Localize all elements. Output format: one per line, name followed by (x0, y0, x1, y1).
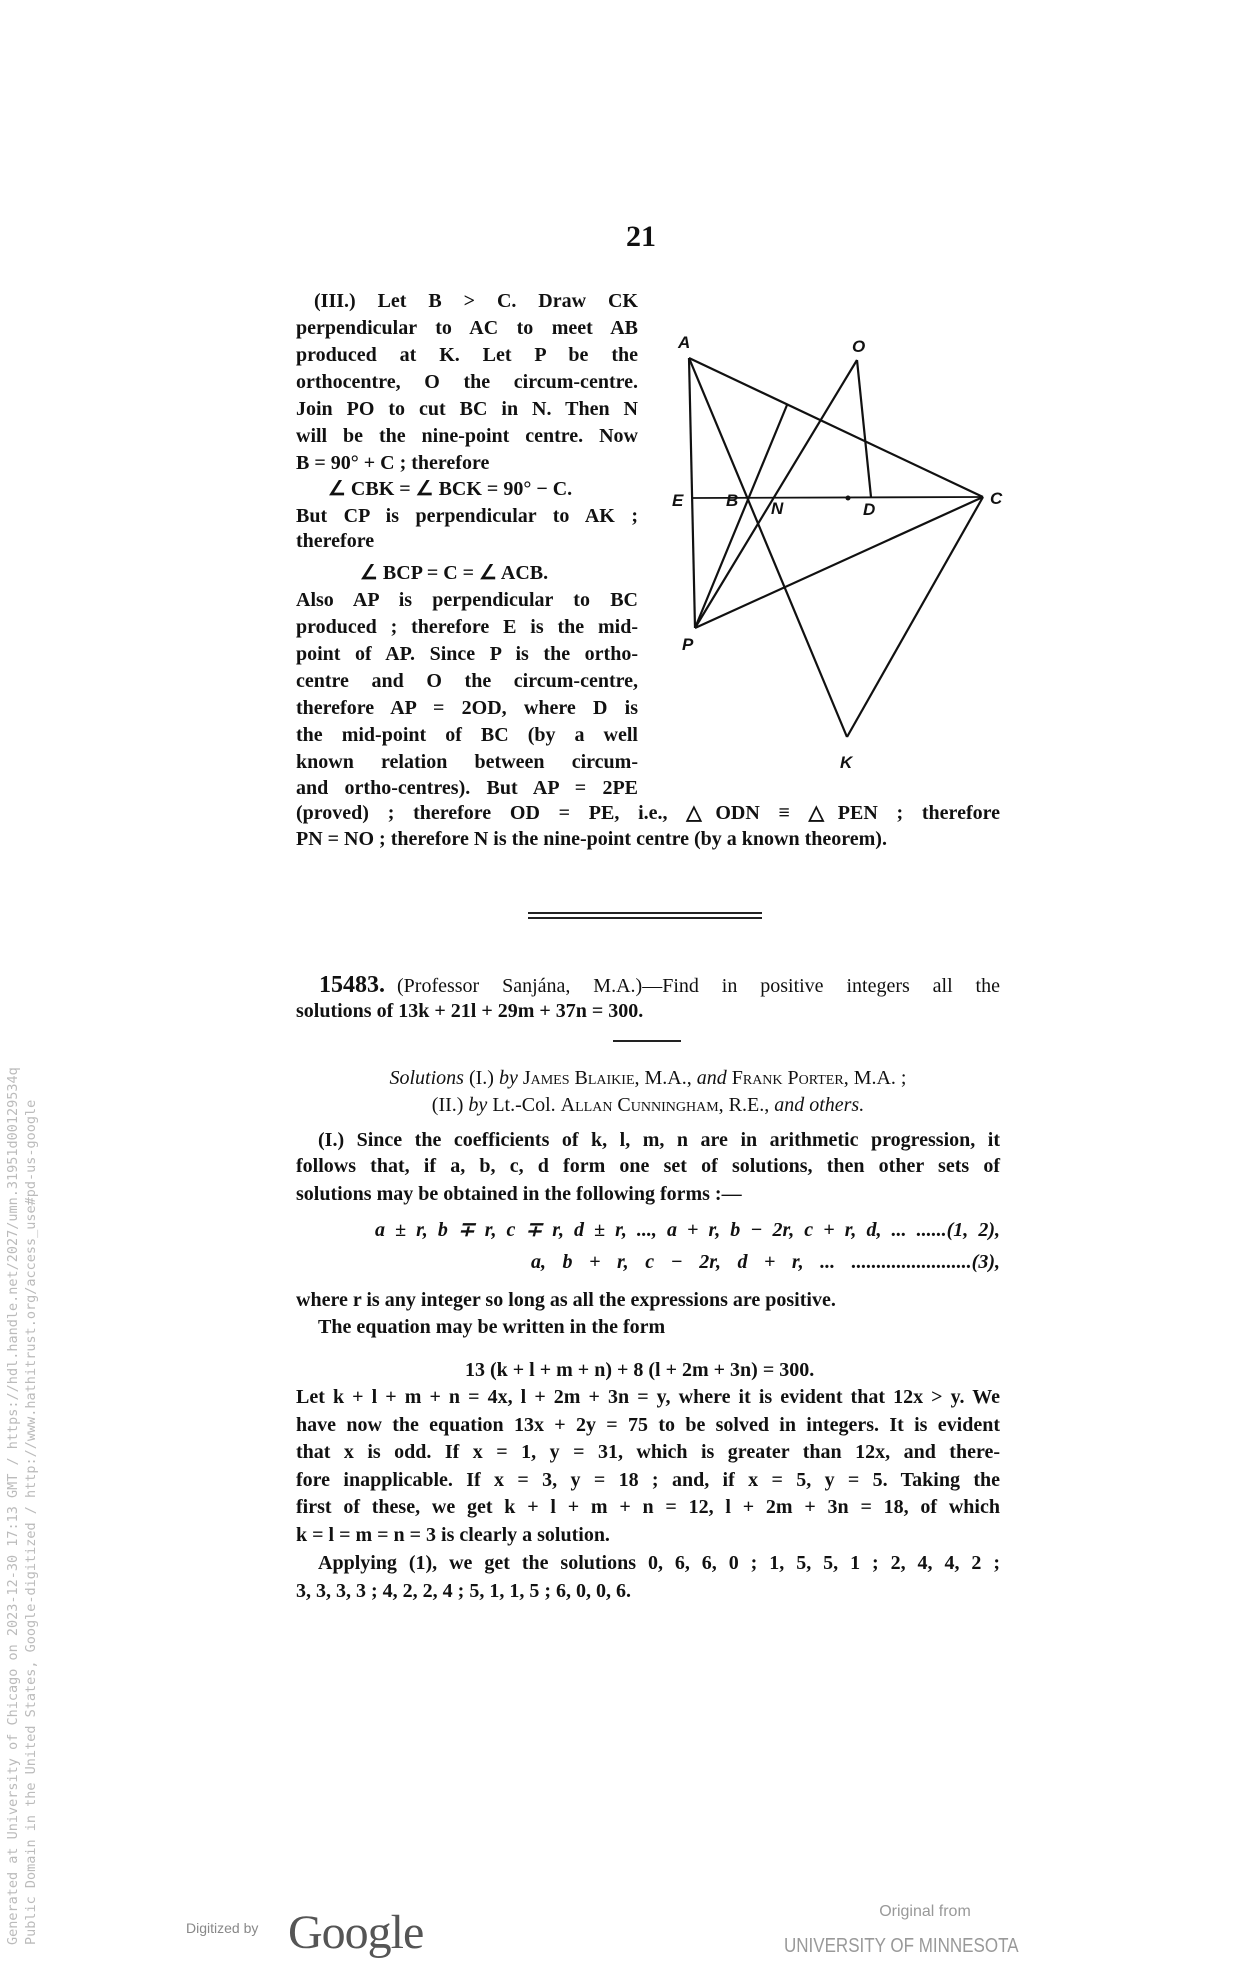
equation: 13 (k + l + m + n) + 8 (l + 2m + 3n) = 300. (465, 1359, 815, 1381)
double-rule-bottom (528, 917, 762, 919)
problem-number: 15483. (319, 972, 385, 998)
equation: ∠ BCP = C = ∠ ACB. (360, 562, 549, 584)
text-line: (proved) ; therefore OD = PE, i.e., △ODN ≡ △PEN ; therefore (296, 802, 1000, 824)
text-line: known relation between circum- (296, 751, 638, 773)
solvers-line-1 (296, 1065, 1000, 1091)
text-line: therefore AP = 2OD, where D is (296, 697, 638, 719)
by-label: by (468, 1094, 488, 1116)
university-label: UNIVERSITY OF MINNESOTA (783, 1935, 1019, 1957)
text-line: Also AP is perpendicular to BC (296, 589, 638, 611)
text-line: fore inapplicable. If x = 3, y = 18 ; and, if x = 5, y = 5. Taking the (296, 1469, 1000, 1491)
text-line: will be the nine-point centre. Now (296, 425, 638, 447)
solver-degree: , M.A., (634, 1067, 692, 1089)
solver-rank: Lt.-Col. (492, 1094, 556, 1116)
solutions-label: Solutions (389, 1067, 464, 1089)
problem-statement: (Professor Sanjána, M.A.)—Find in positive integers all the (397, 975, 1000, 997)
label-N: N (771, 499, 784, 518)
text-line: The equation may be written in the form (318, 1316, 666, 1338)
text-line: k = l = m = n = 3 is clearly a solution. (296, 1524, 610, 1546)
midpoint-dot (846, 496, 851, 501)
text-line: (I.) Since the coefficients of k, l, m, n are in arithmetic progression, it (318, 1129, 1000, 1151)
line-OD (857, 360, 871, 497)
text-line: and ortho-centres). But AP = 2PE (296, 777, 638, 799)
text-line: (III.) Let B > C. Draw CK (314, 290, 638, 312)
solvers-line-2 (296, 1092, 1000, 1118)
label-E: E (672, 491, 684, 510)
page-number: 21 (626, 220, 656, 253)
line-PC (695, 497, 983, 628)
and-others-label: and others. (774, 1094, 865, 1116)
text-line: But CP is perpendicular to AK ; (296, 505, 638, 527)
text-line: Join PO to cut BC in N. Then N (296, 398, 638, 420)
text-line: 3, 3, 3, 3 ; 4, 2, 2, 4 ; 5, 1, 1, 5 ; 6, 0, 0, 6. (296, 1580, 631, 1602)
text-line: produced at K. Let P be the (296, 344, 638, 366)
digitized-by-label: Digitized by (186, 1920, 259, 1936)
text-line: that x is odd. If x = 1, y = 31, which is greater than 12x, and there- (296, 1441, 1000, 1463)
line-AC (689, 358, 983, 497)
text-line: follows that, if a, b, c, d form one set of solutions, then other sets of (296, 1155, 1000, 1177)
text-line: where r is any integer so long as all the expressions are positive. (296, 1289, 836, 1311)
formula-line: a, b + r, c − 2r, d + r, ... ........................(3), (531, 1251, 1000, 1273)
and-label: and (696, 1067, 727, 1089)
text-line: Applying (1), we get the solutions 0, 6, 6, 0 ; 1, 5, 5, 1 ; 2, 4, 4, 2 ; (318, 1552, 1000, 1574)
line-AP (689, 358, 695, 628)
problem-statement-cont: solutions of 13k + 21l + 29m + 37n = 300. (296, 1000, 644, 1022)
google-logo: Google (288, 1906, 424, 1959)
geometry-figure (0, 0, 1248, 900)
text-line: the mid-point of BC (by a well (296, 724, 638, 746)
label-K: K (840, 753, 853, 772)
label-P: P (682, 635, 694, 654)
solution-number: (I.) (468, 1067, 494, 1089)
label-O: O (852, 337, 866, 356)
solution-number: (II.) (431, 1094, 464, 1116)
text-line: B = 90° + C ; therefore (296, 452, 490, 474)
text-line: first of these, we get k + l + m + n = 12, l + 2m + 3n = 18, of which (296, 1496, 1000, 1518)
text-line: centre and O the circum-centre, (296, 670, 638, 692)
text-line: therefore (296, 530, 375, 552)
solver-name: Allan Cunningham (560, 1094, 719, 1116)
line-CK (847, 497, 983, 737)
text-line: solutions may be obtained in the following forms :— (296, 1183, 742, 1205)
hathitrust-watermark (4, 1067, 40, 1945)
short-rule (613, 1040, 681, 1042)
watermark-line: Public Domain in the United States, Google-digitized / http://www.hathitrust.org/access_use#pd-us-google (23, 1099, 39, 1945)
solver-degree: , M.A. ; (843, 1067, 907, 1089)
problem-heading (319, 972, 1000, 998)
solver-degree: , R.E., (718, 1094, 770, 1116)
text-line: orthocentre, O the circum-centre. (296, 371, 638, 393)
label-A: A (678, 333, 691, 352)
text-line: have now the equation 13x + 2y = 75 to be solved in integers. It is evident (296, 1414, 1000, 1436)
text-line: Let k + l + m + n = 4x, l + 2m + 3n = y, where it is evident that 12x > y. We (296, 1386, 1000, 1408)
text-line: produced ; therefore E is the mid- (296, 616, 638, 638)
text-line: PN = NO ; therefore N is the nine-point centre (by a known theorem). (296, 828, 887, 850)
solver-name: Frank Porter (731, 1067, 844, 1089)
label-B: B (726, 491, 739, 510)
solver-name: James Blaikie (522, 1067, 635, 1089)
watermark-line: Generated at University of Chicago on 2023-12-30 17:13 GMT / https://hdl.handle.net/2027/umn.31951d00129534q (5, 1067, 21, 1945)
formula-line: a ± r, b ∓ r, c ∓ r, d ± r, ..., a + r, b − 2r, c + r, d, ... ......(1, 2), (375, 1219, 1000, 1241)
label-D: D (863, 500, 876, 519)
double-rule-top (528, 912, 762, 914)
original-from-label: Original from (879, 1903, 971, 1920)
by-label: by (498, 1067, 518, 1089)
text-line: perpendicular to AC to meet AB (296, 317, 638, 339)
label-C: C (990, 489, 1003, 508)
text-line: point of AP. Since P is the ortho- (296, 643, 638, 665)
equation: ∠ CBK = ∠ BCK = 90° − C. (328, 478, 573, 500)
